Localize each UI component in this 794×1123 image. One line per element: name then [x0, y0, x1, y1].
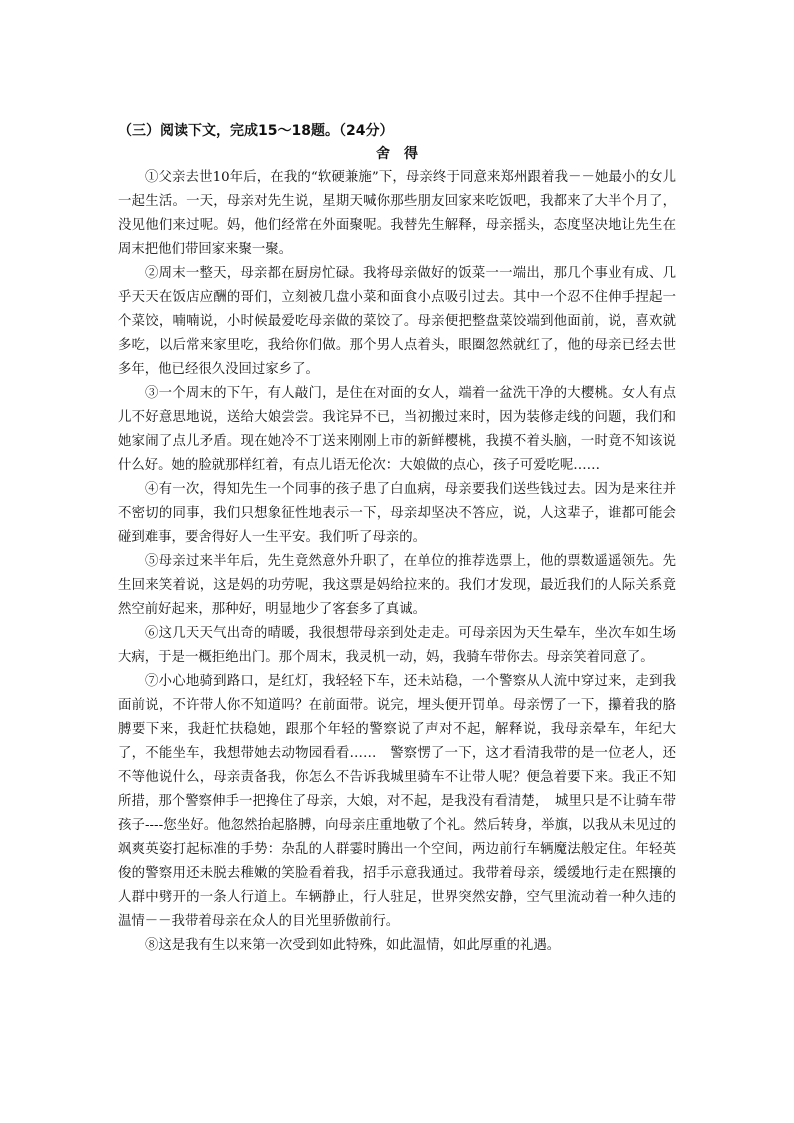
article-title: 舍得 [376, 146, 432, 162]
paragraph-3: ③一个周末的下午，有人敲门，是住在对面的女人，端着一盆洗干净的大樱桃。女人有点儿不好意思地说，送给大娘尝尝。我诧异不已，当初搬过来时，因为装修走线的问题，我们和她家闹了点儿矛盾。现在她冷不丁送来刚刚上市的新鲜樱桃，我摸不着头脑，一时竟不知该说什么好。她的脸就那样红着，有点儿语无伦次：大娘做的点心，孩子可爱吃呢…… [118, 386, 676, 473]
paragraph-1: ①父亲去世10年后，在我的“软硬兼施”下，母亲终于同意来郑州跟着我－－她最小的女儿一起生活。一天，母亲对先生说，星期天喊你那些朋友回家来吃饭吧，我都来了大半个月了，没见他们来过呢。妈，他们经常在外面聚呢。我替先生解释，母亲摇头，态度坚决地让先生在周末把他们带回家来聚一聚。 [118, 170, 676, 257]
paragraph-6: ⑥这几天天气出奇的晴暖，我很想带母亲到处走走。可母亲因为天生晕车，坐次车如生场大病，于是一概拒绝出门。那个周末，我灵机一动，妈，我骑车带你去。母亲笑着同意了。 [118, 626, 676, 665]
article-page [118, 120, 676, 958]
paragraph-5: ⑤母亲过来半年后，先生竟然意外升职了，在单位的推荐选票上，他的票数遥遥领先。先生回来笑着说，这是妈的功劳呢，我这票是妈给拉来的。我们才发现，最近我们的人际关系竟然空前好起来，那种好，明显地少了客套多了真诚。 [118, 554, 676, 617]
paragraph-2: ②周末一整天，母亲都在厨房忙碌。我将母亲做好的饭菜一一端出，那几个事业有成、几乎天天在饭店应酬的哥们，立刻被几盘小菜和面食小点吸引过去。其中一个忍不住伸手捏起一个菜饺，喃喃说，小时候最爱吃母亲做的菜饺了。母亲便把整盘菜饺端到他面前，说，喜欢就多吃，以后常来家里吃，我给你们做。那个男人点着头，眼圈忽然就红了，他的母亲已经去世多年，他已经很久没回过家乡了。 [118, 266, 676, 377]
paragraph-4: ④有一次，得知先生一个同事的孩子患了白血病，母亲要我们送些钱过去。因为是来往并不密切的同事，我们只想象征性地表示一下，母亲却坚决不答应，说，人这辈子，谁都可能会碰到难事，要舍得好人一生平安。我们听了母亲的。 [118, 482, 676, 545]
paragraph-8: ⑧这是我有生以来第一次受到如此特殊，如此温情，如此厚重的礼遇。 [145, 938, 561, 953]
section-heading: （三）阅读下文，完成15～18题。（24分） [118, 123, 394, 139]
paragraph-7: ⑦小心地骑到路口，是红灯，我轻轻下车，还未站稳，一个警察从人流中穿过来，走到我面前说，不许带人你不知道吗？在前面带。说完，埋头便开罚单。母亲愣了一下，攥着我的胳膊要下来，我赶忙扶稳她，跟那个年轻的警察说了声对不起，解释说，我母亲晕车，年纪大了，不能坐车，我想带她去动物园看看…… 警察愣了一下，这才看清我带的是一位老人，还不等他说什么，母亲责备我，你怎么不告诉我城里骑车不让带人呢？便急着要下来。我正不知所措，那个警察伸手一把搀住了母亲，大娘，对不起，是我没有看清楚， 城里只是不让骑车带孩子----您坐好。他忽然抬起胳膊，向母亲庄重地敬了个礼。然后转身，举旗，以我从未见过的飒爽英姿打起标准的手势：杂乱的人群霎时腾出一个空间，两边前行车辆魔法般定住。年轻英俊的警察用还未脱去稚嫩的笑脸看着我，招手示意我通过。我带着母亲，缓缓地行走在熙攘的人群中劈开的一条人行道上。车辆静止，行人驻足，世界突然安静，空气里流动着一种久违的温情－－我带着母亲在众人的目光里骄傲前行。 [118, 674, 676, 929]
